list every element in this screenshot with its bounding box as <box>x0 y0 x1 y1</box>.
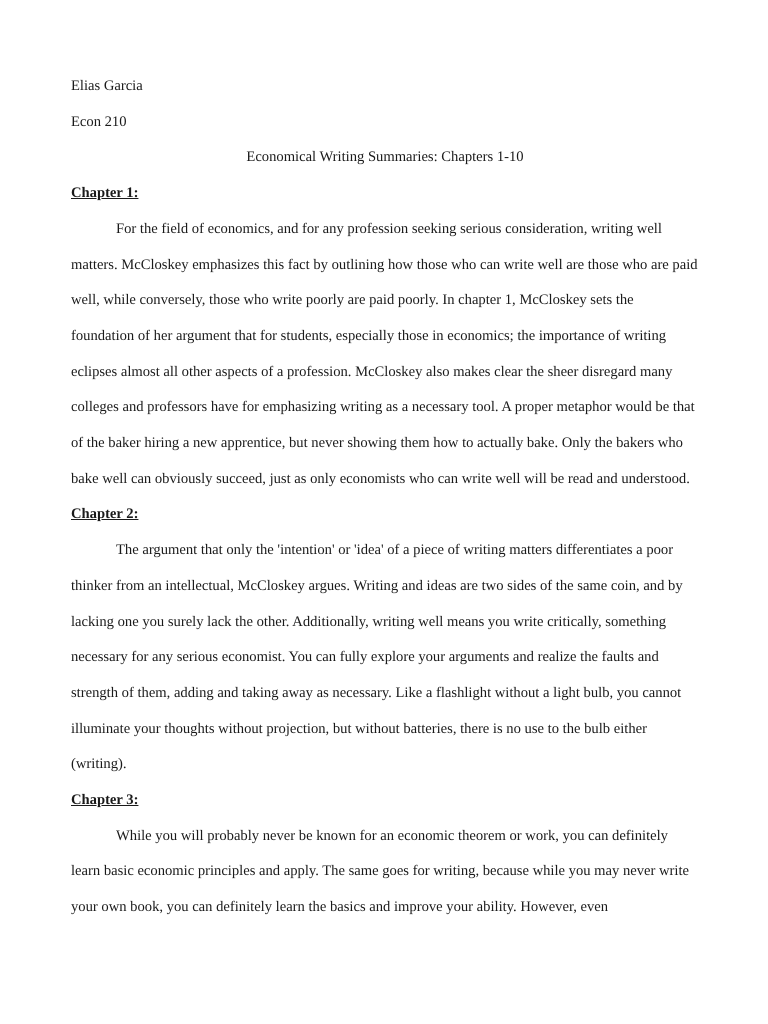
chapter-3-paragraph: While you will probably never be known for an economic theorem or work, you can definitely learn basic economic principles and apply. The same goes for writing, because while you may never write your own book, you can definitely learn the basics and improve your ability. However, even <box>71 827 689 916</box>
course-name: Econ 210 <box>71 113 127 130</box>
chapter-2-heading: Chapter 2: <box>71 506 139 523</box>
document-title: Economical Writing Summaries: Chapters 1-10 <box>246 149 524 166</box>
chapter-1-heading: Chapter 1: <box>71 185 139 202</box>
chapter-3-heading: Chapter 3: <box>71 792 139 809</box>
chapter-1-paragraph: For the field of economics, and for any profession seeking serious consideration, writing well matters. McCloskey emphasizes this fact by outlining how those who can write well are those who are paid well, while conversely, those who write poorly are paid poorly. In chapter 1, McCloskey sets the foundation of her argument that for students, especially those in economics; the importance of writing eclipses almost all other aspects of a profession. McCloskey also makes clear the sheer disregard many colleges and professors have for emphasizing writing as a necessary tool. A proper metaphor would be that of the baker hiring a new apprentice, but never showing them how to actually bake. Only the bakers who bake well can obviously succeed, just as only economists who can write well will be read and understood. <box>71 220 698 487</box>
author-name: Elias Garcia <box>71 78 143 94</box>
chapter-2-paragraph: The argument that only the 'intention' or 'idea' of a piece of writing matters differentiates a poor thinker from an intellectual, McCloskey argues. Writing and ideas are two sides of the same coin, and by lacking one you surely lack the other. Additionally, writing well means you write critically, something necessary for any serious economist. You can fully explore your arguments and realize the faults and strength of them, adding and taking away as necessary. Like a flashlight without a light bulb, you cannot illuminate your thoughts without projection, but without batteries, there is no use to the bulb either (writing). <box>71 542 683 773</box>
document-body <box>71 69 699 926</box>
